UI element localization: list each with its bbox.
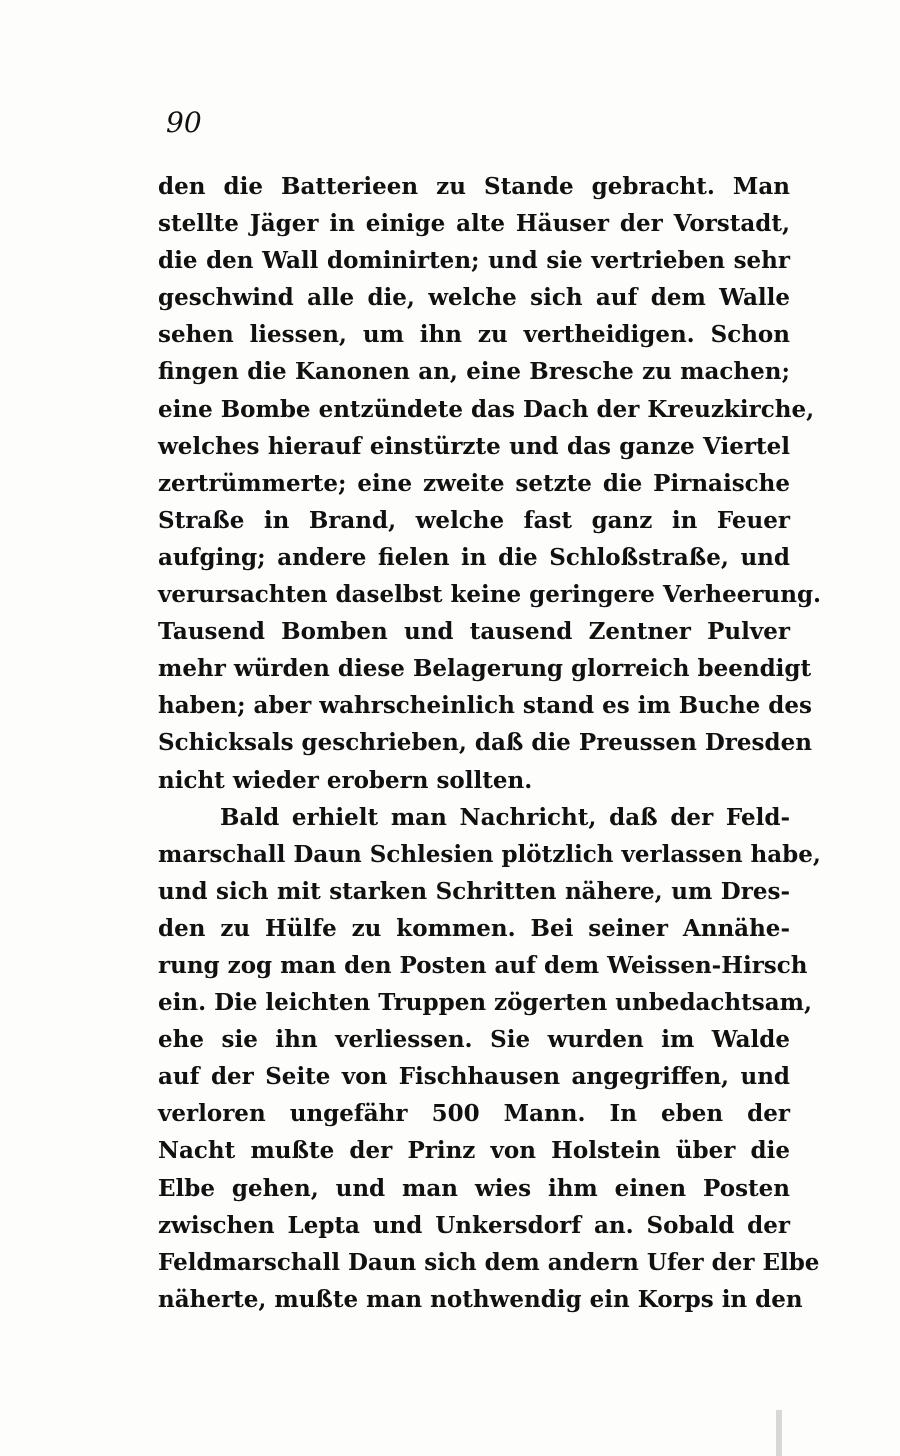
text-line: die den Wall dominirten; und sie vertrieben sehr [158,247,790,275]
text-line: auf der Seite von Fischhausen angegriffen, und [158,1063,790,1091]
text-line: zertrümmerte; eine zweite setzte die Pirnaische [158,469,790,497]
page-number: 90 [166,106,202,139]
text-line: zwischen Lepta und Unkersdorf an. Sobald der [158,1211,790,1239]
text-line: ehe sie ihn verliessen. Sie wurden im Walde [158,1026,790,1054]
text-line: sehen liessen, um ihn zu vertheidigen. Schon [158,321,790,349]
text-line: Tausend Bomben und tausend Zentner Pulver [158,618,790,646]
text-line: geschwind alle die, welche sich auf dem Walle [158,284,790,312]
text-line: mehr würden diese Belagerung glorreich beendigt [158,655,812,683]
text-line: und sich mit starken Schritten nähere, um Dres- [158,877,790,905]
text-line: Schicksals geschrieben, daß die Preussen Dresden [158,729,812,757]
text-line: welches hierauf einstürzte und das ganze Viertel [158,432,790,460]
text-line: haben; aber wahrscheinlich stand es im Buche des [158,692,812,720]
text-line: Nacht mußte der Prinz von Holstein über die [158,1137,790,1165]
text-line: näherte, mußte man nothwendig ein Korps in den [158,1285,803,1313]
text-line: den zu Hülfe zu kommen. Bei seiner Annähe- [158,914,790,942]
text-line: Feldmarschall Daun sich dem andern Ufer der Elbe [158,1248,820,1276]
page-edge-shadow [776,1410,782,1456]
text-line-paragraph-start: Bald erhielt man Nachricht, daß der Feld- [220,803,790,831]
text-line: aufging; andere fielen in die Schloßstraße, und [158,543,790,571]
text-line: eine Bombe entzündete das Dach der Kreuzkirche, [158,395,815,423]
text-line: marschall Daun Schlesien plötzlich verlassen habe, [158,840,821,868]
text-line-paragraph-end: nicht wieder erobern sollten. [158,766,533,794]
text-line: verloren ungefähr 500 Mann. In eben der [158,1100,790,1128]
text-line: verursachten daselbst keine geringere Verheerung. [158,581,822,609]
text-line: Elbe gehen, und man wies ihm einen Posten [158,1174,790,1202]
body-text [158,168,822,1318]
text-line: stellte Jäger in einige alte Häuser der Vorstadt, [158,210,790,238]
text-line: fingen die Kanonen an, eine Bresche zu machen; [158,358,790,386]
text-line: rung zog man den Posten auf dem Weissen-Hirsch [158,951,808,979]
text-line: ein. Die leichten Truppen zögerten unbedachtsam, [158,989,812,1017]
text-line: den die Batterieen zu Stande gebracht. Man [158,173,790,200]
text-line: Straße in Brand, welche fast ganz in Feuer [158,506,790,534]
